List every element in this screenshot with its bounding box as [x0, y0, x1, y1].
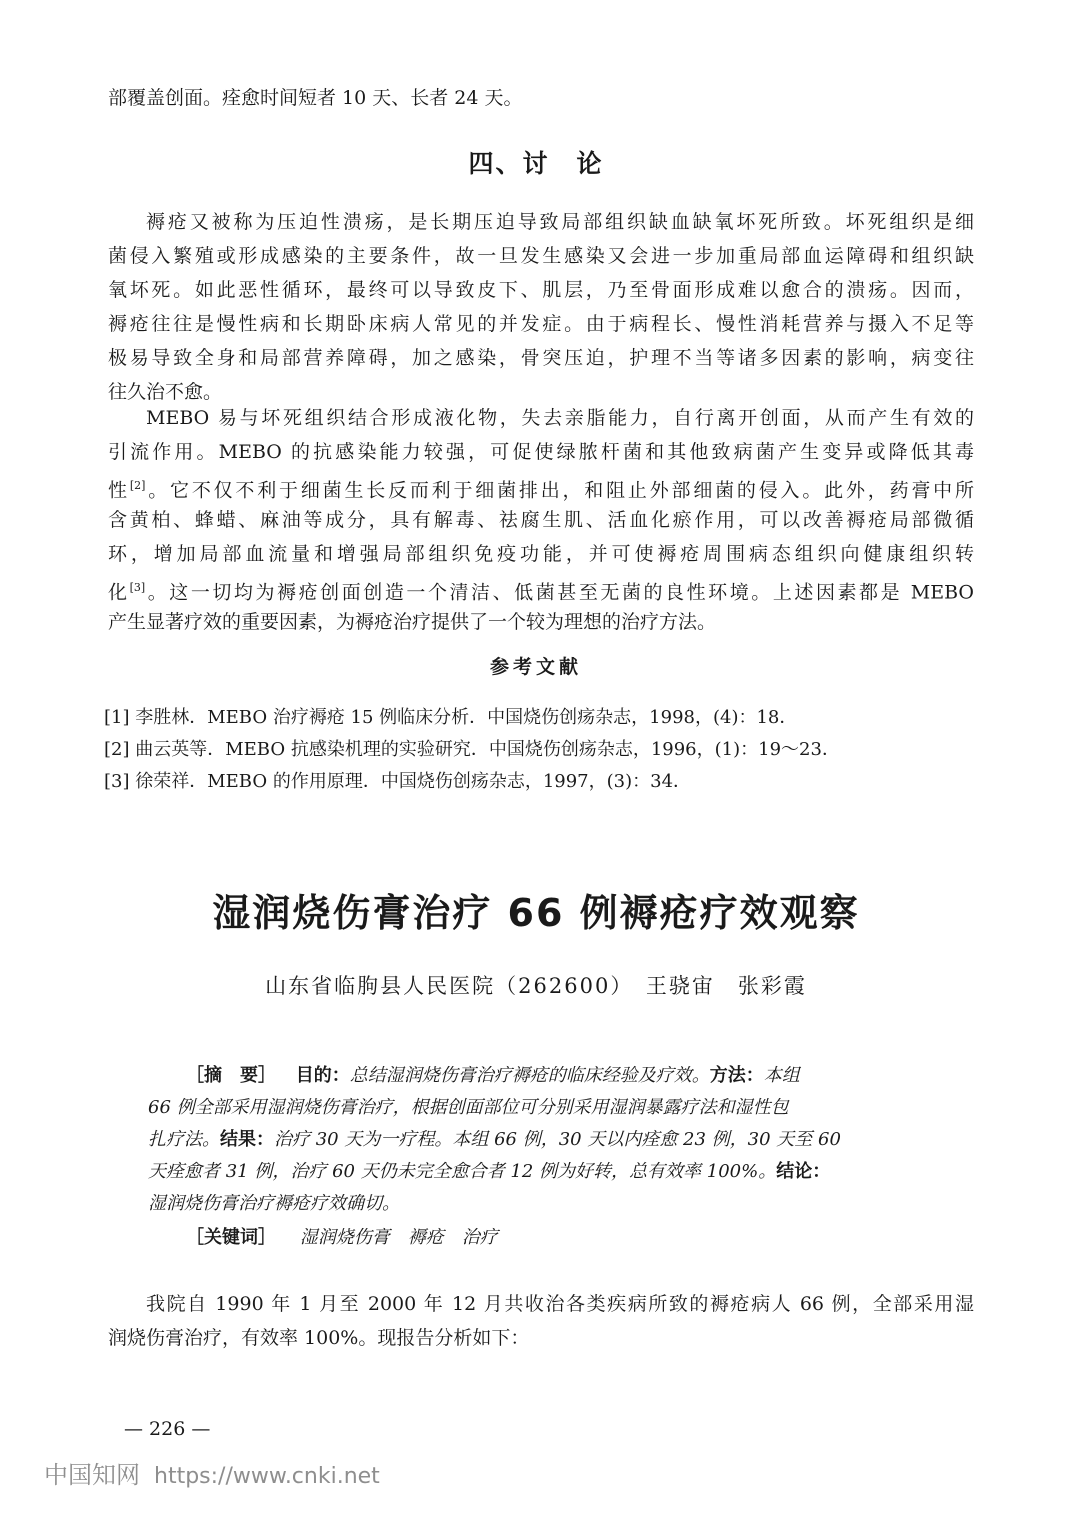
watermark-brand: 中国知网 [44, 1461, 140, 1489]
reference-item: [1] 李胜林．MEBO 治疗褥疮 15 例临床分析．中国烧伤创疡杂志，1998，(4)：18． [104, 707, 798, 728]
abstract-line: 扎疗法。结果：治疗 30 天为一疗程。本组 66 例，30 天以内痊愈 23 例，30 天至 60 [148, 1129, 841, 1150]
reference-item: [3] 徐荣祥．MEBO 的作用原理．中国烧伤创疡杂志，1997，(3)：34． [104, 771, 692, 792]
continuation-line: 部覆盖创面。痊愈时间短者 10 天、长者 24 天。 [108, 87, 523, 109]
abstract-label: ［摘 要］ [186, 1065, 276, 1086]
abstract-line: 天痊愈者 31 例，治疗 60 天仍未完全愈合者 12 例为好转，总有效率 100%。结论： [148, 1161, 831, 1182]
citation-3: [3] [129, 581, 146, 594]
text-line: 产生显著疗效的重要因素，为褥疮治疗提供了一个较为理想的治疗方法。 [108, 611, 717, 633]
section-title: 四、讨 论 [468, 149, 604, 178]
page-number: — 226 — [124, 1418, 211, 1440]
keywords-text: 湿润烧伤膏 褥疮 治疗 [299, 1227, 498, 1248]
keywords-label: ［关键词］ [186, 1227, 276, 1248]
text-line: 环，增加局部血流量和增强局部组织免疫功能，并可使褥疮周围病态组织向健康组织转 [108, 543, 974, 565]
text-line: 化[3]。这一切均为褥疮创面创造一个清洁、低菌甚至无菌的良性环境。上述因素都是 MEBO [108, 581, 974, 604]
text-line: 褥疮往往是慢性病和长期卧床病人常见的并发症。由于病程长、慢性消耗营养与摄入不足等 [108, 313, 974, 335]
references-title: 参考文献 [489, 656, 582, 678]
text-line: MEBO 易与坏死组织结合形成液化物，失去亲脂能力，自行离开创面，从而产生有效的 [146, 407, 974, 429]
text-line: 我院自 1990 年 1 月至 2000 年 12 月共收治各类疾病所致的褥疮病人 66 例，全部采用湿 [146, 1293, 974, 1315]
reference-item: [2] 曲云英等．MEBO 抗感染机理的实验研究．中国烧伤创疡杂志，1996，(1)：19～23． [104, 739, 840, 760]
text-line: 菌侵入繁殖或形成感染的主要条件，故一旦发生感染又会进一步加重局部血运障碍和组织缺 [108, 245, 974, 267]
text-line: 引流作用。MEBO 的抗感染能力较强，可促使绿脓杆菌和其他致病菌产生变异或降低其毒 [108, 441, 974, 463]
abstract-line: 66 例全部采用湿润烧伤膏治疗，根据创面部位可分别采用湿润暴露疗法和湿性包 [148, 1097, 789, 1118]
text-line: 褥疮又被称为压迫性溃疡，是长期压迫导致局部组织缺血缺氧坏死所致。坏死组织是细 [146, 211, 974, 233]
cnki-watermark [44, 1455, 380, 1490]
affiliation: 山东省临朐县人民医院（262600） 王骁宙 张彩霞 [265, 974, 807, 998]
text-line: 往久治不愈。 [108, 381, 223, 403]
text-line: 含黄柏、蜂蜡、麻油等成分，具有解毒、祛腐生肌、活血化瘀作用，可以改善褥疮局部微循 [108, 509, 974, 531]
text-line: 润烧伤膏治疗，有效率 100%。现报告分析如下： [108, 1327, 530, 1349]
article-title: 湿润烧伤膏治疗 66 例褥疮疗效观察 [212, 891, 860, 935]
text-line: 氧坏死。如此恶性循环，最终可以导致皮下、肌层，乃至骨面形成难以愈合的溃疡。因而， [108, 279, 974, 301]
abstract-line: ［摘 要］ 目的：总结湿润烧伤膏治疗褥疮的临床经验及疗效。方法：本组 [186, 1065, 800, 1086]
text-line: 极易导致全身和局部营养障碍，加之感染，骨突压迫，护理不当等诸多因素的影响，病变往 [108, 347, 974, 369]
abstract-line: 湿润烧伤膏治疗褥疮疗效确切。 [148, 1193, 400, 1214]
watermark-url: https://www.cnki.net [154, 1464, 380, 1489]
text-line: 性[2]。它不仅不利于细菌生长反而利于细菌排出，和阻止外部细菌的侵入。此外，药膏中所 [108, 479, 974, 502]
citation-2: [2] [129, 479, 146, 492]
keywords [186, 1226, 498, 1250]
